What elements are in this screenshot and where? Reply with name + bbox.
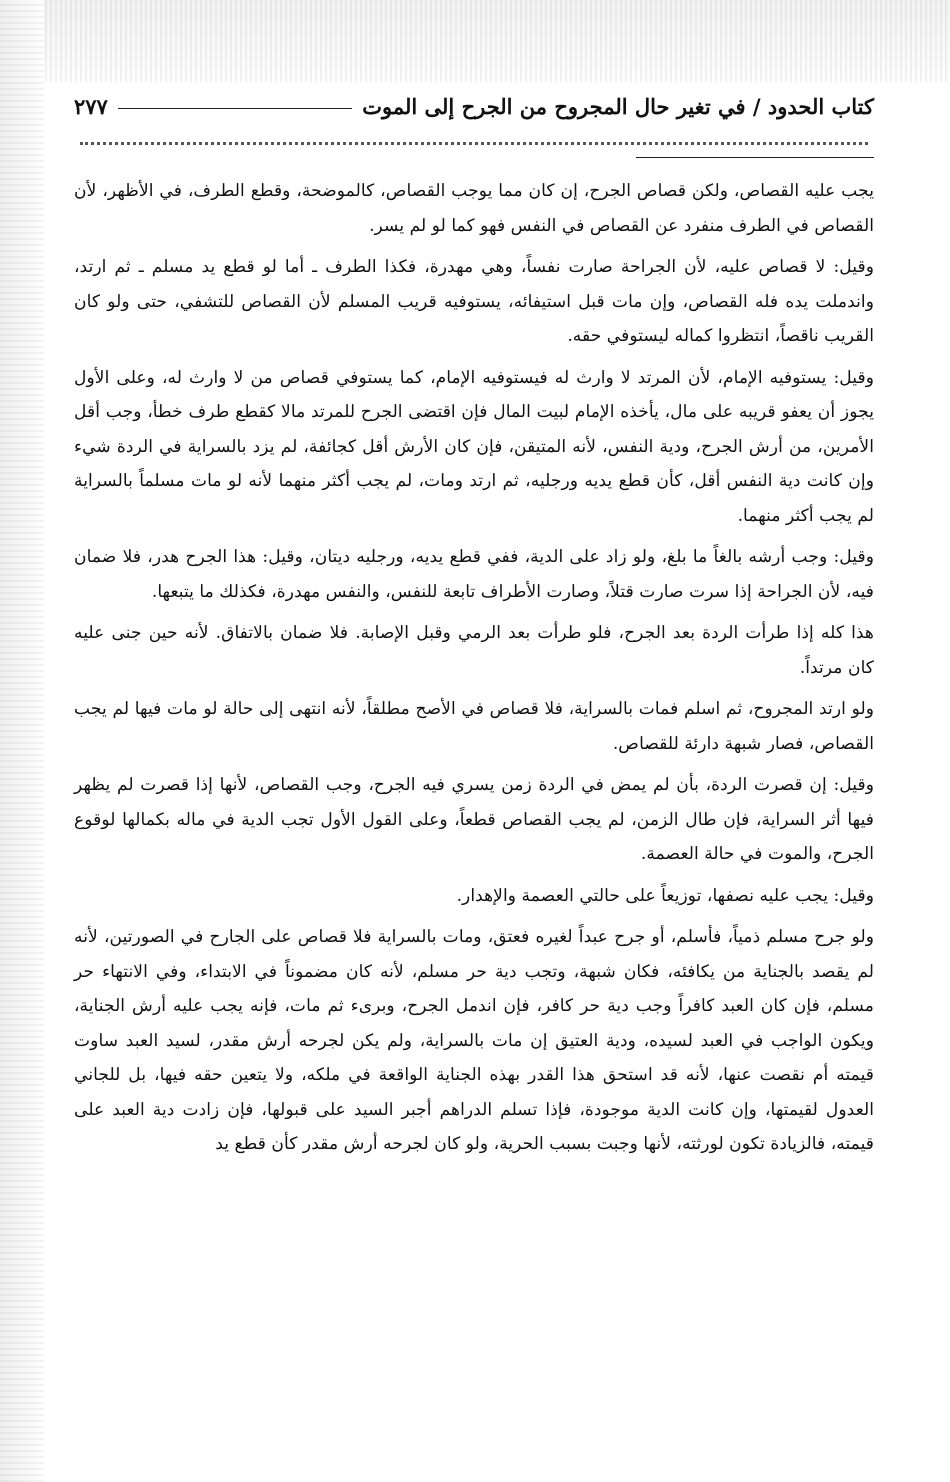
dotted-divider <box>80 128 868 145</box>
page-number: ٢٧٧ <box>74 93 108 119</box>
book-page <box>74 86 874 1169</box>
paragraph: وقيل: إن قصرت الردة، بأن لم يمض في الردة زمن يسري فيه الجرح، وجب القصاص، لأنها إذا قصرت لم يظهر فيها أثر السراية، فإن طال الزمن، لم يجب القصاص قطعاً، وعلى القول الأول تجب الدية في ماله بكمالها لوقوع الجرح، والموت في حالة العصمة. <box>74 775 874 864</box>
paragraph: وقيل: وجب أرشه بالغاً ما بلغ، ولو زاد على الدية، ففي قطع يديه، ورجليه ديتان، وقيل: هذا الجرح هدر، فلا ضمان فيه، لأن الجراحة إذا سرت صارت قتلاً، وصارت الأطراف تابعة للنفس، والنفس مهدرة، فكذلك ما يتبعها. <box>74 547 874 602</box>
section-rule <box>636 157 874 158</box>
scan-edge-left <box>0 0 44 1482</box>
paragraph: وقيل: يستوفيه الإمام، لأن المرتد لا وارث له فيستوفيه الإمام، كما يستوفي قصاص من لا وارث له، وعلى الأول يجوز أن يعفو قريبه على مال، يأخذه الإمام لبيت المال فإن اقتضى الجرح للمرتد مالا كقطع طرف خطأ، وجب أقل الأمرين، من أرش الجرح، ودية النفس، لأنه المتيقن، فإن كان الأرش أقل كجائفة، لم يزد بالسراية في الردة شيء وإن كانت دية النفس أقل، كأن قطع يديه ورجليه، ثم ارتد ومات، لم يجب أكثر منهما لأنه لو مات مسلماً بالسراية لم يجب أكثر منهما. <box>74 367 874 526</box>
paragraph: ولو جرح مسلم ذمياً، فأسلم، أو جرح عبداً لغيره فعتق، ومات بالسراية فلا قصاص على الجارح في الصورتين، لأنه لم يقصد بالجناية من يكافئه، فكان شبهة، وتجب دية حر مسلم، لأنه كان مضموناً في الابتداء، وفي الانتهاء حر مسلم، فإن كان العبد كافراً وجب دية حر كافر، فإن اندمل الجرح، وبرىء ثم مات، فإنه يجب عليه أرش الجناية، ويكون الواجب في العبد لسيده، ودية العتيق إن مات بالسراية، ولم يكن لجرحه أرش مقدر، لسيد العبد ساوت قيمته أم نقصت عنها، لأنه قد استحق هذا القدر بهذه الجناية الواقعة في ملكه، ولا يتعين حقه فيها، بل للجاني العدول لقيمتها، وإن كانت الدية موجودة، فإذا تسلم الدراهم أجبر السيد على قبولها، فإن زادت دية العبد على قيمته، فالزيادة تكون لورثته، لأنها وجبت بسبب الحرية، ولو كان لجرحه أرش مقدر كأن قطع يد <box>74 927 874 1154</box>
paragraph: هذا كله إذا طرأت الردة بعد الجرح، فلو طرأت بعد الرمي وقبل الإصابة. فلا ضمان بالاتفاق. لأنه حين جنى عليه كان مرتداً. <box>74 623 874 678</box>
paragraph: ولو ارتد المجروح، ثم اسلم فمات بالسراية، فلا قصاص في الأصح مطلقاً، لأنه انتهى إلى حالة لو مات فيها لم يجب القصاص، فصار شبهة دارئة للقصاص. <box>74 699 874 754</box>
scan-edge-top <box>0 0 950 82</box>
paragraph: يجب عليه القصاص، ولكن قصاص الجرح، إن كان مما يوجب القصاص، كالموضحة، وقطع الطرف، في الأظهر، لأن القصاص في الطرف منفرد عن القصاص في النفس فهو كما لو لم يسر. <box>74 181 874 236</box>
paragraph: وقيل: يجب عليه نصفها، توزيعاً على حالتي العصمة والإهدار. <box>456 885 874 906</box>
running-head-rule <box>118 108 352 109</box>
running-head <box>74 86 874 126</box>
paragraph: وقيل: لا قصاص عليه، لأن الجراحة صارت نفساً، وهي مهدرة، فكذا الطرف ـ أما لو قطع يد مسلم ـ ثم ارتد، واندملت يده فله القصاص، وإن مات قبل استيفائه، يستوفيه قريب المسلم لأن القصاص للتشفي، حتى ولو كان القريب ناقصاً، انتظروا كماله ليستوفي حقه. <box>74 257 874 346</box>
running-head-title: كتاب الحدود / في تغير حال المجروح من الجرح إلى الموت <box>362 93 874 119</box>
body-text <box>74 174 874 1162</box>
